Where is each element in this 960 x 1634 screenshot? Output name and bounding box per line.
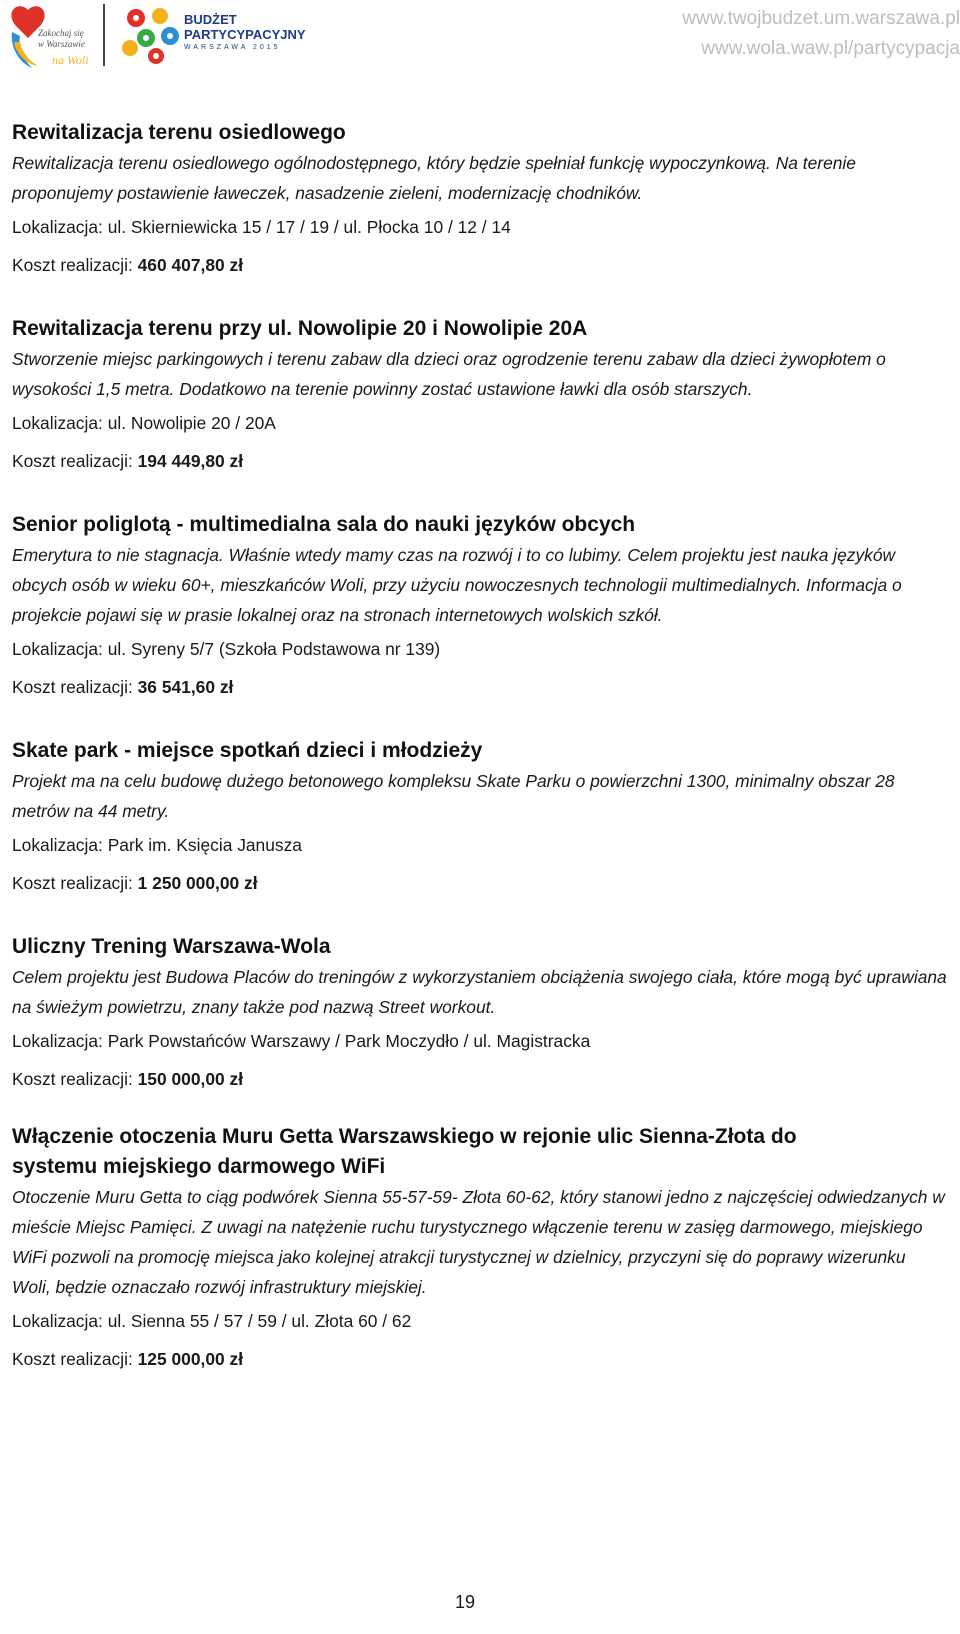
project-location: Lokalizacja: ul. Sienna 55 / 57 / 59 / ul. Złota 60 / 62 (12, 1311, 412, 1331)
project-location: Lokalizacja: ul. Syreny 5/7 (Szkoła Podstawowa nr 139) (12, 639, 441, 659)
project-description: Projekt ma na celu budowę dużego betonowego kompleksu Skate Parku o powierzchni 1300, minimalny obszar 28 metrów na 44 metry. (12, 771, 895, 821)
project-location: Lokalizacja: Park Powstańców Warszawy / Park Moczydło / ul. Magistracka (12, 1031, 591, 1051)
project-description: Otoczenie Muru Getta to ciąg podwórek Sienna 55-57-59- Złota 60-62, który stanowi jedno z najczęściej odwiedzanych w mieście Miejsc Pamięci. Z uwagi na natężenie ruchu turystycznego włączenie terenu w zasięg darmowego, miejskiego WiFi pozwoli na promocję miejsca jako kolejnej atrakcji turystycznej w dzielnicy, przyczyni się do poprawy wizerunku Woli, będzie oznaczało rozwój infrastruktury miejskiej. (12, 1187, 945, 1297)
project-item (12, 314, 947, 476)
svg-text:w Warszawie: w Warszawie (38, 39, 85, 49)
budzet-partycypacyjny-logo (120, 2, 306, 68)
project-description: Stworzenie miejsc parkingowych i terenu zabaw dla dzieci oraz ogrodzenie terenu zabaw dla dzieci żywopłotem o wysokości 1,5 metra. Dodatkowo na terenie powinny zostać ustawione ławki dla osób starszych. (12, 349, 886, 399)
cost-value: 36 541,60 zł (137, 677, 234, 697)
bp-logo-line2: PARTYCYPACYJNY (184, 27, 306, 42)
cost-label: Koszt realizacji: (12, 1069, 138, 1089)
url-wola[interactable]: www.wola.waw.pl/partycypacja (701, 38, 960, 59)
svg-text:Zakochaj się: Zakochaj się (38, 28, 84, 38)
project-item (12, 118, 947, 280)
bp-logo-title (184, 12, 306, 42)
project-location: Lokalizacja: Park im. Księcia Janusza (12, 835, 302, 855)
project-description: Celem projektu jest Budowa Placów do treningów z wykorzystaniem obciążenia swojego ciała, które mogą być uprawiana na świeżym powietrzu, znany także pod nazwą Street workout. (12, 967, 947, 1017)
cost-label: Koszt realizacji: (12, 451, 138, 471)
page-header (0, 0, 960, 80)
header-urls (682, 4, 960, 64)
project-cost (12, 1344, 947, 1374)
project-title: Skate park - miejsce spotkań dzieci i młodzieży (12, 739, 483, 762)
cost-value: 125 000,00 zł (137, 1349, 244, 1369)
project-location: Lokalizacja: ul. Skierniewicka 15 / 17 / 19 / ul. Płocka 10 / 12 / 14 (12, 217, 511, 237)
cost-label: Koszt realizacji: (12, 873, 138, 893)
project-description: Emerytura to nie stagnacja. Właśnie wtedy mamy czas na rozwój i to co lubimy. Celem projektu jest nauka języków obcych osób w wieku 60+, mieszkańców Woli, przy użyciu nowoczesnych technologii multimedialnych. Informacja o projekcie pojawi się w prasie lokalnej oraz na stronach internetowych wolskich szkół. (12, 545, 902, 625)
cost-label: Koszt realizacji: (12, 677, 138, 697)
project-item (12, 932, 947, 1094)
bp-logo-sub: WARSZAWA 2015 (184, 44, 281, 51)
project-title: Uliczny Trening Warszawa-Wola (12, 935, 331, 958)
svg-text:na Woli: na Woli (52, 53, 89, 67)
header-divider (103, 4, 105, 66)
zakochaj-sie-na-woli-logo (8, 2, 92, 72)
project-title: Senior poliglotą - multimedialna sala do nauki języków obcych (12, 513, 636, 536)
project-cost (12, 250, 947, 280)
url-twojbudzet[interactable]: www.twojbudzet.um.warszawa.pl (682, 8, 960, 29)
project-item (12, 736, 947, 898)
cost-value: 1 250 000,00 zł (137, 873, 258, 893)
project-cost (12, 868, 947, 898)
project-item (12, 1122, 947, 1374)
project-cost (12, 446, 947, 476)
cost-value: 194 449,80 zł (137, 451, 244, 471)
project-description: Rewitalizacja terenu osiedlowego ogólnodostępnego, który będzie spełniał funkcję wypoczynkową. Na terenie proponujemy postawienie ławeczek, nasadzenie zieleni, modernizację chodników. (12, 153, 856, 203)
cost-label: Koszt realizacji: (12, 255, 138, 275)
project-location: Lokalizacja: ul. Nowolipie 20 / 20A (12, 413, 276, 433)
cost-value: 150 000,00 zł (137, 1069, 244, 1089)
project-list (12, 118, 947, 1398)
project-title: Rewitalizacja terenu osiedlowego (12, 121, 346, 144)
project-title: Włączenie otoczenia Muru Getta Warszawskiego w rejonie ulic Sienna-Złota do systemu miejskiego darmowego WiFi (12, 1125, 797, 1178)
project-cost (12, 1064, 947, 1094)
page-number: 19 (454, 1592, 476, 1612)
cost-label: Koszt realizacji: (12, 1349, 138, 1369)
project-cost (12, 672, 947, 702)
bp-logo-line1: BUDŻET (184, 12, 237, 27)
project-item (12, 510, 947, 702)
cost-value: 460 407,80 zł (137, 255, 244, 275)
project-title: Rewitalizacja terenu przy ul. Nowolipie 20 i Nowolipie 20A (12, 317, 588, 340)
flower-pattern-icon (120, 4, 182, 66)
heart-logo-icon (8, 2, 92, 72)
